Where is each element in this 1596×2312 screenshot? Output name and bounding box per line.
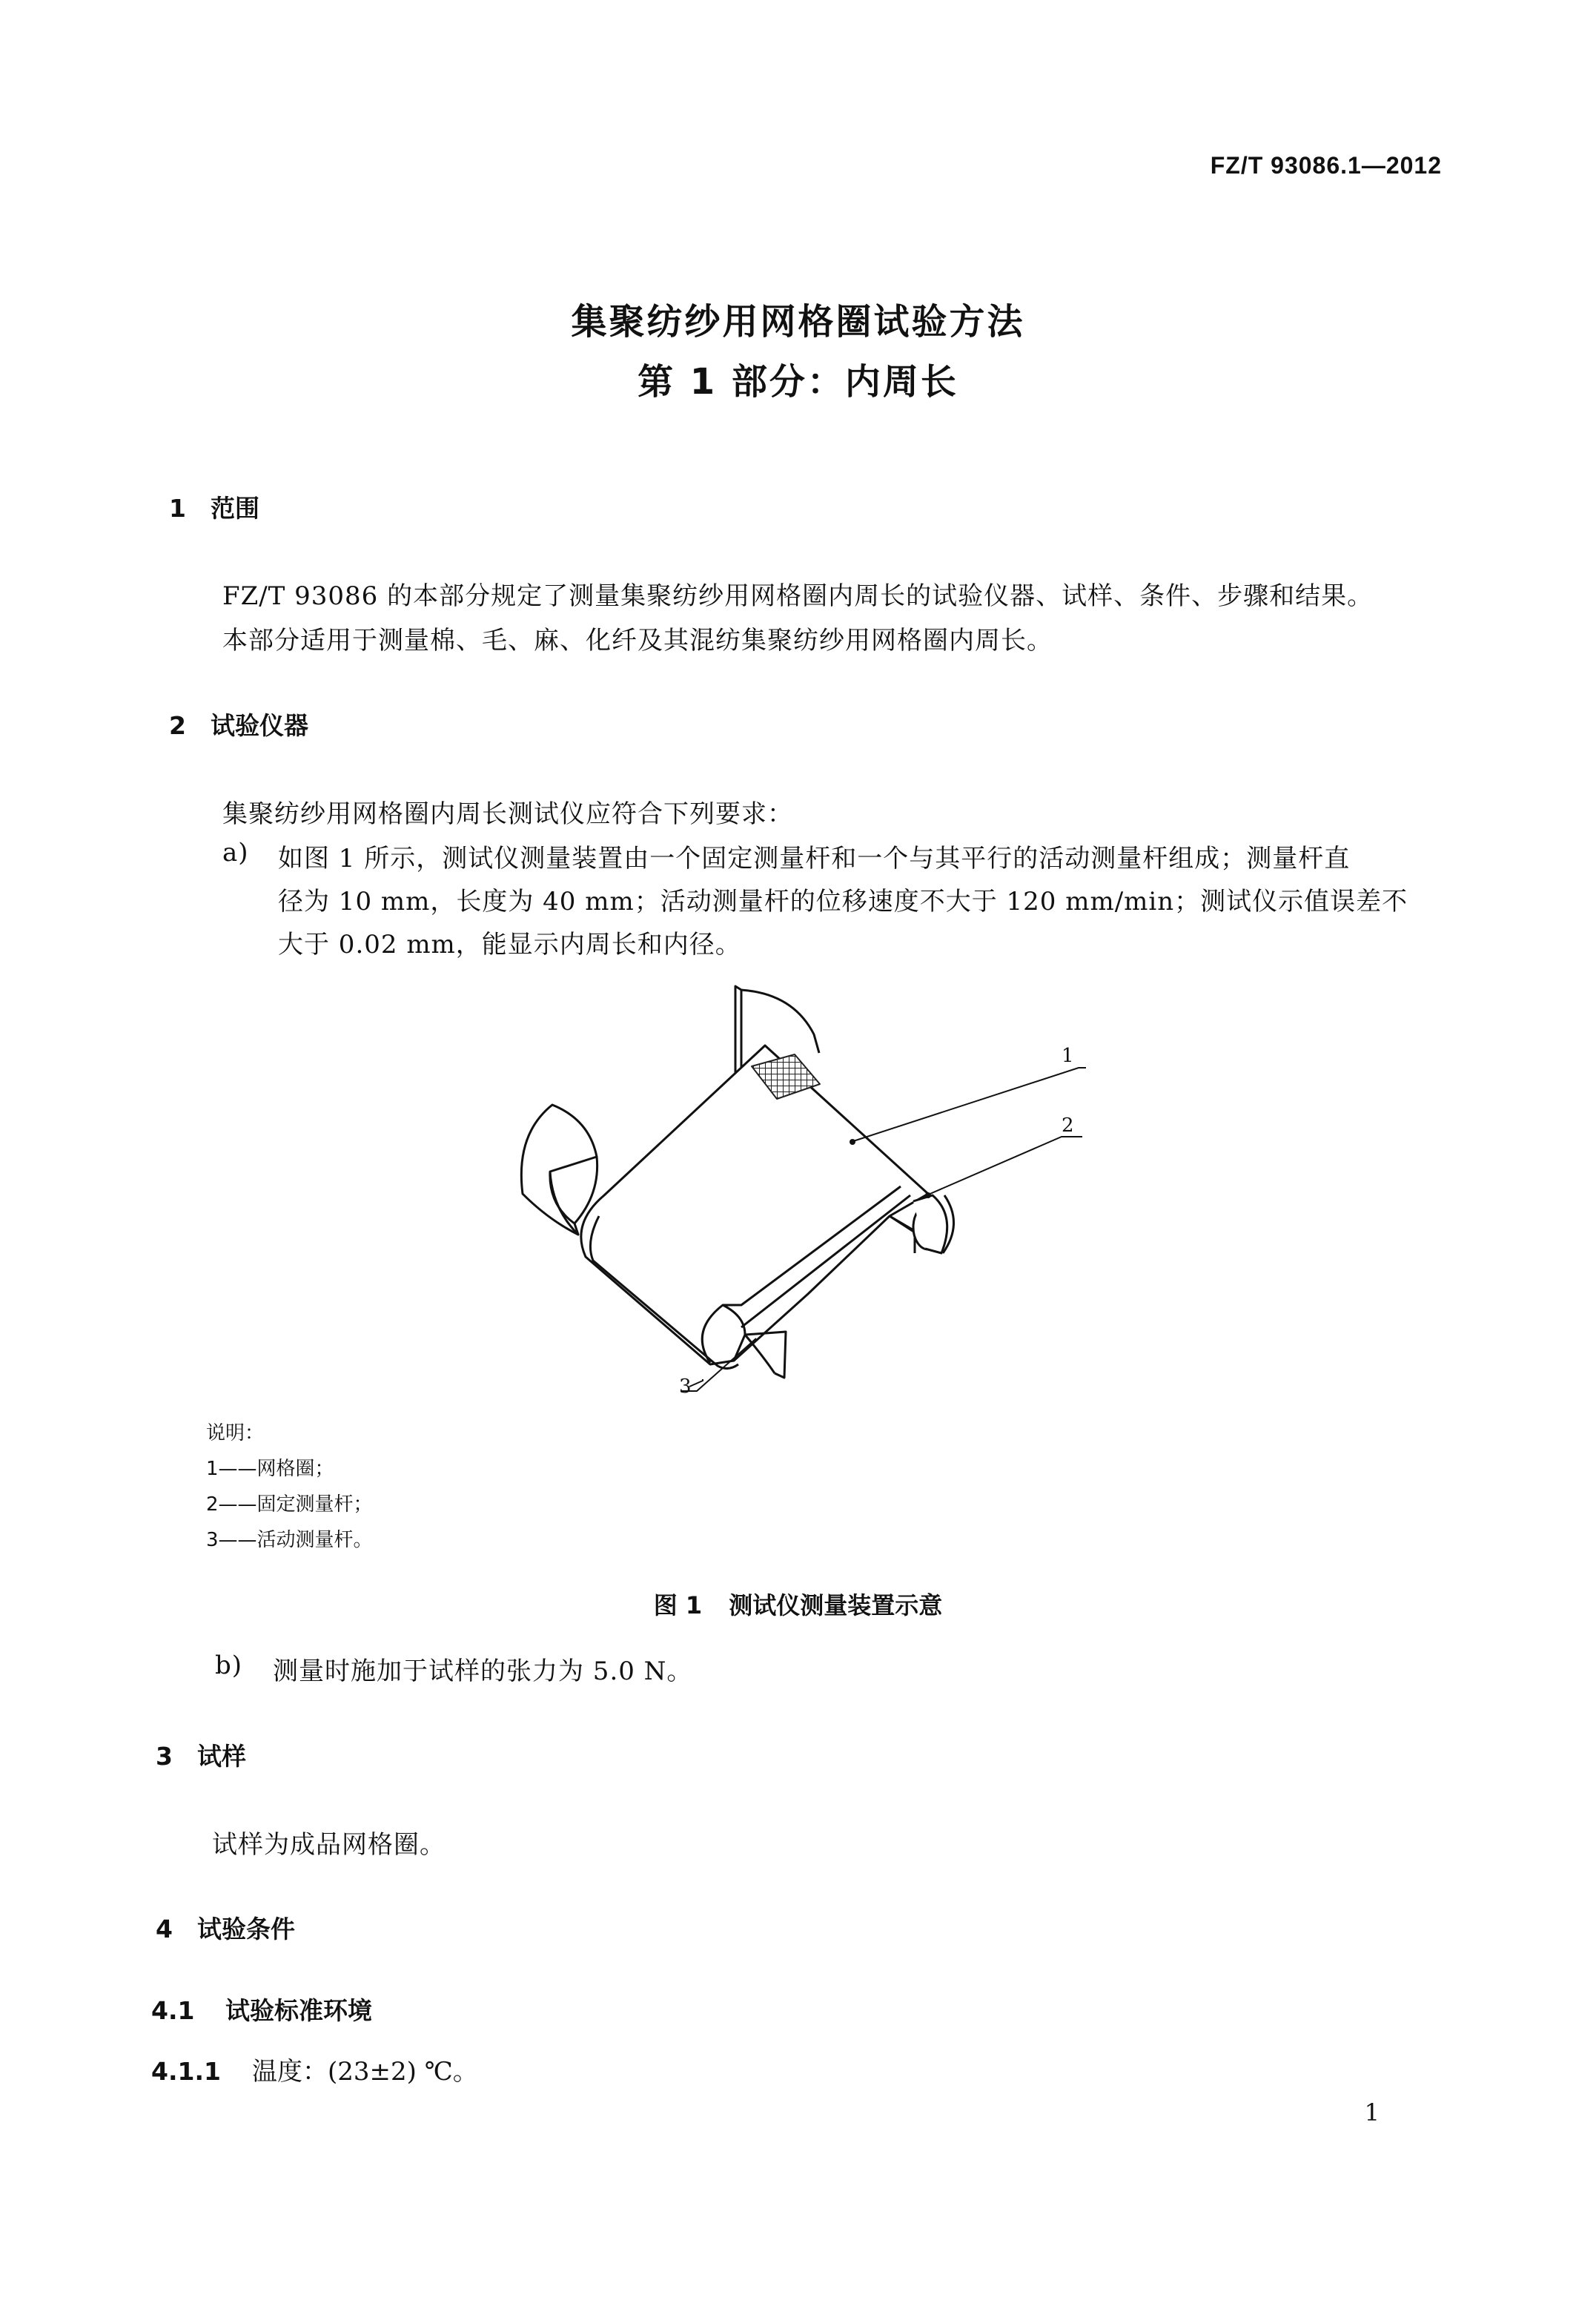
- section-text: 温度：(23±2) ℃。: [252, 2057, 478, 2087]
- section-title: 试样: [197, 1742, 246, 1771]
- legend-title: 说明：: [206, 1422, 265, 1444]
- list-item-a-line-3: 大于 0.02 mm，能显示内周长和内径。: [278, 930, 741, 960]
- section-title: 试验标准环境: [225, 1996, 372, 2025]
- section-1-paragraph-2: 本部分适用于测量棉、毛、麻、化纤及其混纺集聚纺纱用网格圈内周长。: [222, 626, 1053, 655]
- page-number: 1: [1364, 2098, 1380, 2127]
- section-1-heading: [169, 489, 259, 524]
- section-title: 试验条件: [197, 1915, 295, 1943]
- list-item-a-label: a): [222, 838, 249, 868]
- section-2-intro: 集聚纺纱用网格圈内周长测试仪应符合下列要求：: [222, 799, 793, 829]
- section-number: 4.1: [151, 1996, 195, 2025]
- section-1-paragraph-1: FZ/T 93086 的本部分规定了测量集聚纺纱用网格圈内周长的试验仪器、试样、条件、步骤和结果。: [222, 581, 1374, 611]
- section-number: 1: [169, 494, 186, 523]
- figure-number: 图 1: [653, 1591, 703, 1619]
- figure-1-caption: [0, 1587, 1596, 1621]
- figure-1-diagram: [504, 971, 1127, 1409]
- section-number: 2: [169, 711, 186, 740]
- section-number: 4: [156, 1915, 173, 1943]
- list-item-b-label: b): [215, 1651, 243, 1680]
- section-title: 范围: [211, 494, 259, 523]
- legend-item: 3——活动测量杆。: [206, 1529, 373, 1551]
- callout-3: 3: [679, 1375, 692, 1398]
- section-4-1-1: [151, 2051, 478, 2087]
- section-number: 4.1.1: [151, 2057, 221, 2086]
- document-title: 集聚纺纱用网格圈试验方法: [571, 301, 1025, 343]
- list-item-a-line-2: 径为 10 mm，长度为 40 mm；活动测量杆的位移速度不大于 120 mm/min；测试仪示值误差不: [278, 887, 1408, 916]
- section-number: 3: [156, 1742, 173, 1771]
- section-4-1-heading: [151, 1992, 372, 2027]
- section-3-heading: [156, 1737, 246, 1772]
- section-title: 试验仪器: [211, 711, 308, 740]
- document-subtitle: 第 1 部分：内周长: [638, 361, 958, 403]
- list-item-b-text: 测量时施加于试样的张力为 5.0 N。: [273, 1657, 693, 1686]
- legend-item: 2——固定测量杆；: [206, 1493, 373, 1516]
- figure-caption-text: 测试仪测量装置示意: [729, 1591, 943, 1619]
- callout-2: 2: [1062, 1114, 1074, 1137]
- section-3-text: 试样为成品网格圈。: [212, 1830, 446, 1860]
- fixed-rod: [890, 1216, 915, 1253]
- left-bracket: [521, 1105, 597, 1235]
- section-2-heading: [169, 707, 308, 742]
- legend-item: 1——网格圈；: [206, 1458, 334, 1480]
- standard-number: FZ/T 93086.1—2012: [1210, 152, 1442, 179]
- section-4-heading: [156, 1910, 295, 1945]
- list-item-a-line-1: 如图 1 所示，测试仪测量装置由一个固定测量杆和一个与其平行的活动测量杆组成；测量杆直: [278, 844, 1351, 873]
- callout-1: 1: [1062, 1045, 1074, 1067]
